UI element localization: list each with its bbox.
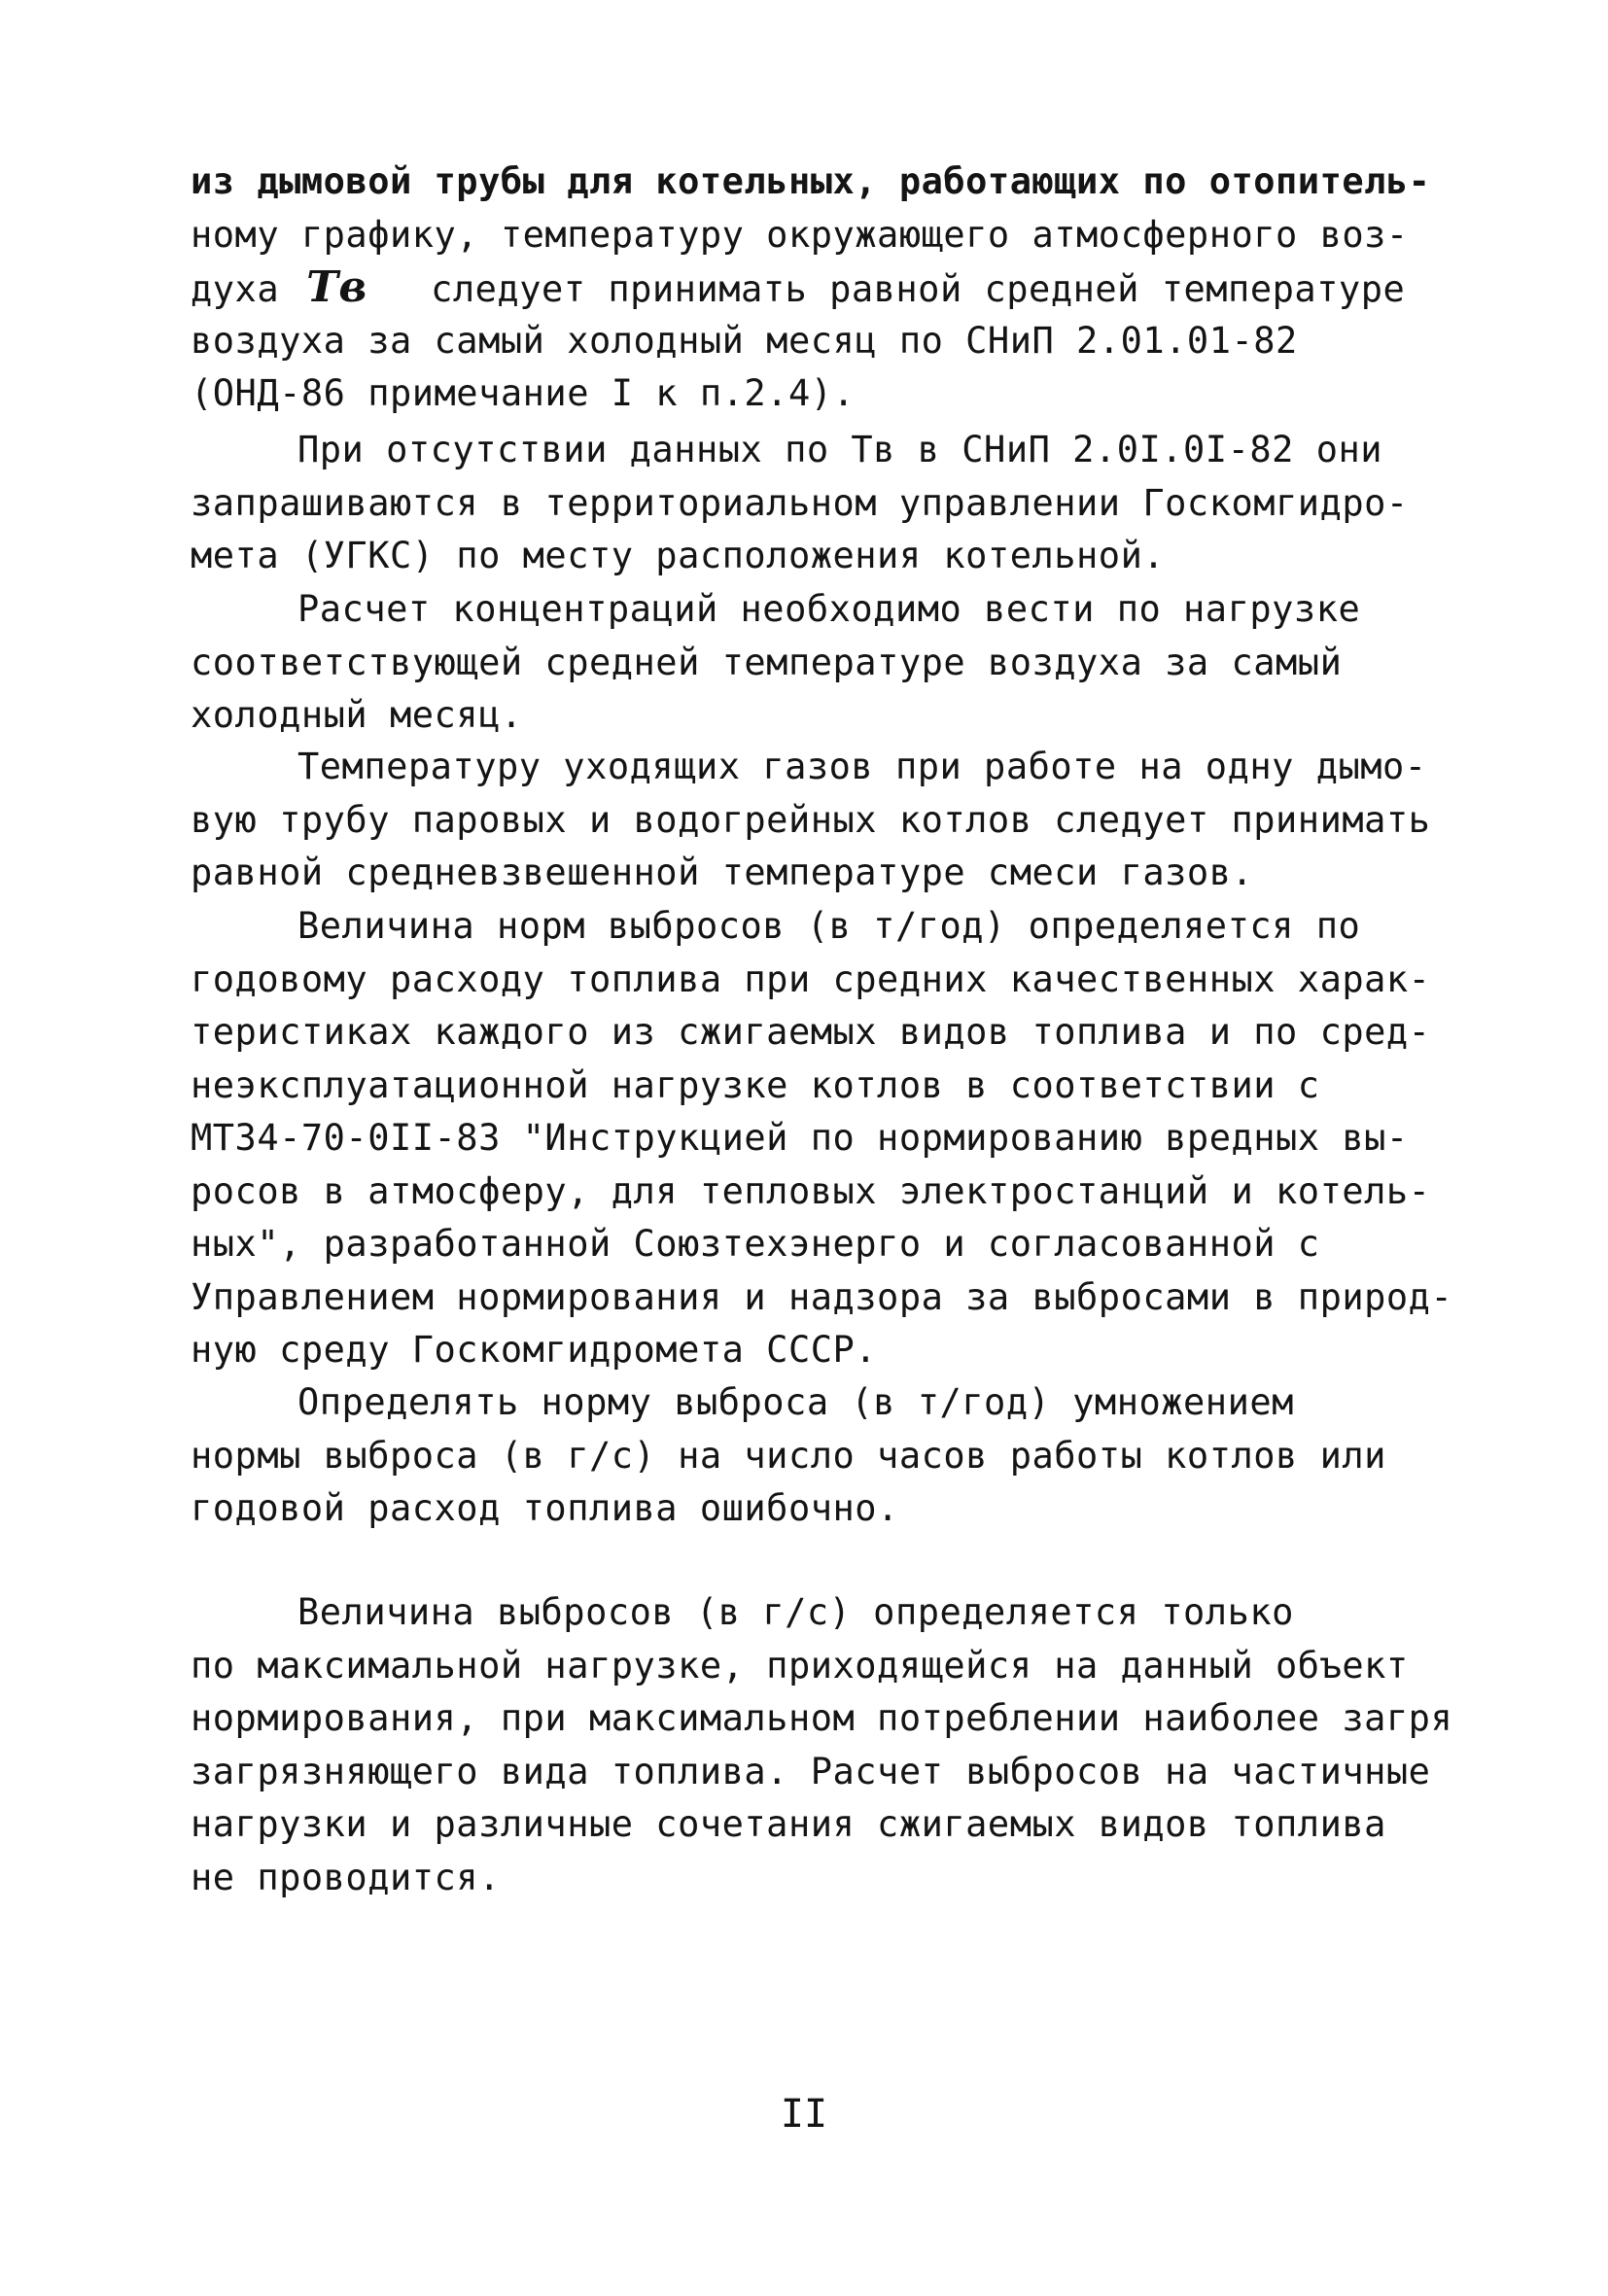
paragraph-missing-data [191, 424, 1445, 583]
text-line: Температуру уходящих газов при работе на одну дымо- [297, 746, 1427, 787]
text-line: годовой расход топлива ошибочно. [191, 1487, 899, 1529]
text-line: ную среду Госкомгидромета СССР. [191, 1329, 878, 1371]
paragraph-incorrect-method [191, 1376, 1445, 1536]
text-line: теристиках каждого из сжигаемых видов топлива и по сред- [191, 1011, 1431, 1053]
text-line: росов в атмосферу, для тепловых электростанций и котель- [191, 1169, 1431, 1212]
text-line: по максимальной нагрузке, приходящейся на данный объект [191, 1644, 1409, 1687]
text-line: вую трубу паровых и водогрейных котлов следует принимать [191, 798, 1431, 841]
text-line: годовому расходу топлива при средних качественных харак- [191, 957, 1431, 1000]
paragraph-emission-gps [191, 1586, 1453, 1904]
text-line: нагрузки и различные сочетания сжигаемых видов топлива [191, 1803, 1386, 1845]
text-line: Величина выбросов (в г/с) определяется только [297, 1591, 1294, 1633]
paragraph-emission-norms-annual [191, 900, 1453, 1377]
text-line: Величина норм выбросов (в т/год) определяется по [297, 905, 1361, 947]
text-line: При отсутствии данных по Тв в СНиП 2.0I.0I-82 они [297, 429, 1383, 470]
text-fragment: следует принимать равной средней температуре [431, 268, 1406, 310]
text-line: равной средневзвешенной температуре смеси газов. [191, 852, 1254, 893]
text-line: холодный месяц. [191, 694, 523, 736]
page-number: II [780, 2092, 828, 2137]
text-line: загрязняющего вида топлива. Расчет выбросов на частичные [191, 1750, 1431, 1792]
paragraph-outlet-temperature [191, 156, 1445, 421]
text-line: Определять норму выброса (в т/год) умножением [297, 1381, 1294, 1423]
text-line: мета (УГКС) по месту расположения котельной. [191, 535, 1166, 576]
tv-symbol: Тв [306, 262, 367, 312]
text-line: ному графику, температуру окружающего атмосферного воз- [191, 213, 1409, 256]
text-line: ных", разработанной Союзтехэнерго и согласованной с [191, 1223, 1320, 1265]
paragraph-flue-gas-temperature [191, 741, 1445, 900]
text-line: из дымовой трубы для котельных, работающих по отопитель- [191, 160, 1431, 202]
text-line: воздуха за самый холодный месяц по СНиП 2.01.01-82 [191, 319, 1298, 362]
text-line: соответствующей средней температуре воздуха за самый [191, 641, 1343, 683]
text-line: МТ34-70-0II-83 "Инструкцией по нормированию вредных вы- [191, 1117, 1409, 1159]
text-line: запрашиваются в территориальном управлении Госкомгидро- [191, 481, 1409, 524]
text-line: Расчет концентраций необходимо вести по нагрузке [297, 588, 1361, 630]
text-line: нормирования, при максимальном потреблении наиболее загря [191, 1697, 1453, 1739]
text-line: Управлением нормирования и надзора за выбросами в природ- [191, 1275, 1453, 1318]
text-line: не проводится. [191, 1856, 501, 1898]
text-line: нормы выброса (в г/с) на число часов работы котлов или [191, 1434, 1386, 1477]
text-fragment: духа [191, 268, 280, 310]
text-line [191, 261, 1445, 315]
text-line: неэксплуатационной нагрузке котлов в соответствии с [191, 1063, 1320, 1106]
text-line: (ОНД-86 примечание I к п.2.4). [191, 372, 856, 414]
paragraph-concentration-calc [191, 583, 1445, 743]
